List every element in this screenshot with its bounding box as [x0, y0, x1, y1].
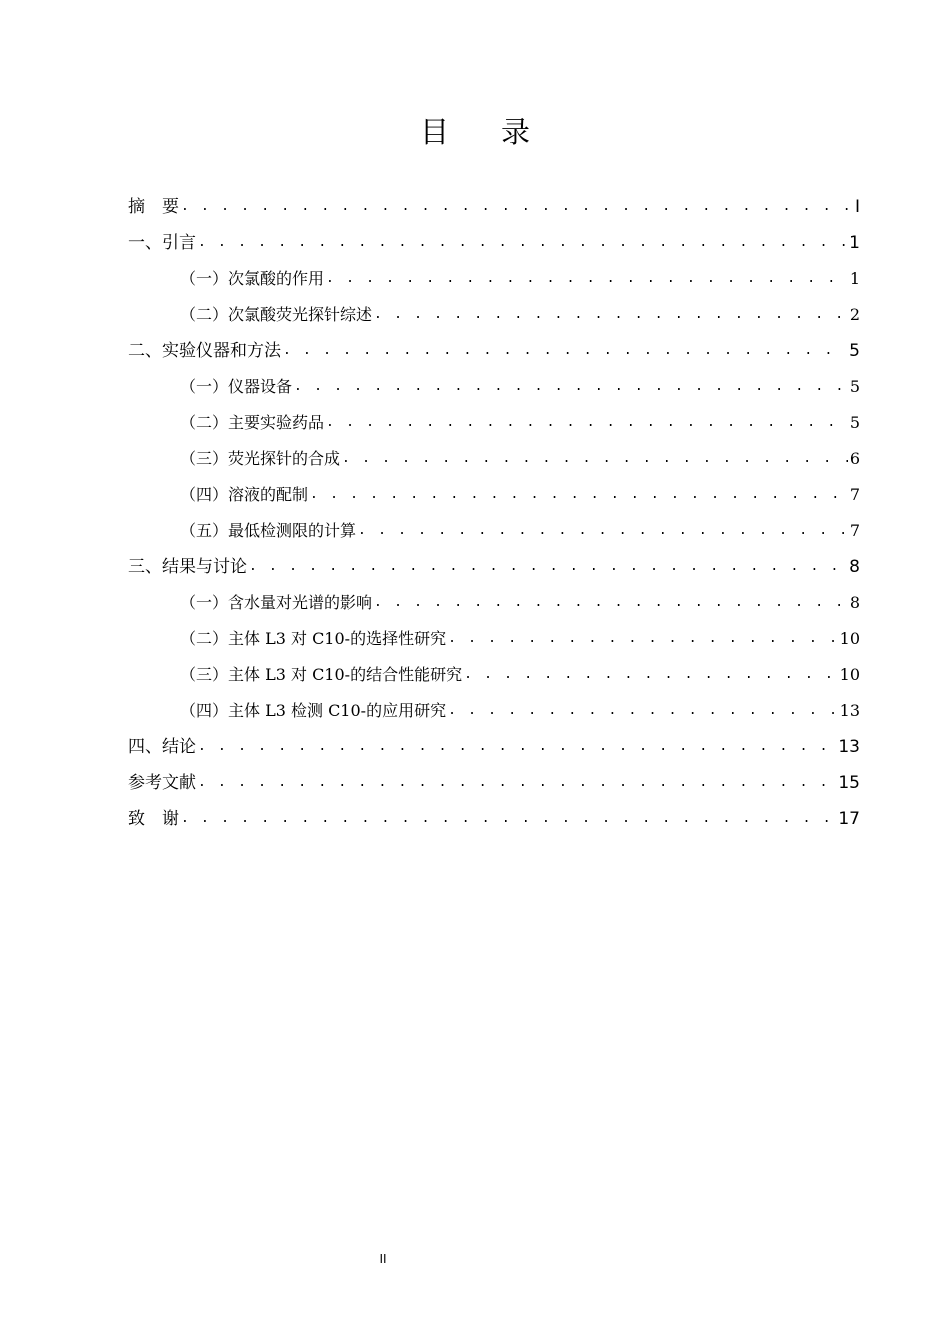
toc-entry-label: （一）次氯酸的作用	[180, 269, 325, 288]
toc-entry-label: 三、结果与讨论	[128, 557, 247, 577]
dot-leader	[374, 302, 848, 328]
dot-leader	[198, 230, 847, 256]
toc-entry-2-3[interactable]	[128, 436, 860, 472]
toc-entry-label: 摘 要	[128, 197, 179, 217]
toc-entry-page: 8	[849, 593, 860, 612]
dot-leader	[326, 266, 848, 292]
toc-entry-label: （一）含水量对光谱的影响	[180, 593, 373, 612]
dot-leader	[198, 770, 836, 796]
toc-entry-label: （二）主要实验药品	[180, 413, 325, 432]
toc-entry-page: 5	[849, 341, 860, 361]
toc-entry-label: （三）荧光探针的合成	[180, 449, 341, 468]
toc-entry-2-1[interactable]	[128, 364, 860, 400]
table-of-contents	[128, 184, 860, 832]
toc-entry-page: 6	[849, 449, 860, 468]
toc-entry-1-2[interactable]	[128, 292, 860, 328]
toc-entry-page: 5	[849, 377, 860, 396]
toc-entry-label: 致 谢	[128, 809, 179, 829]
toc-entry-page: 10	[839, 629, 860, 648]
toc-entry-label: （三）主体 L3 对 C10-的结合性能研究	[180, 665, 463, 684]
toc-entry-3-2[interactable]	[128, 616, 860, 652]
dot-leader	[181, 194, 853, 220]
toc-entry-label: （二）次氯酸荧光探针综述	[180, 305, 373, 324]
toc-entry-label: 四、结论	[128, 737, 196, 757]
dot-leader	[283, 338, 847, 364]
toc-entry-acknowledgements[interactable]	[128, 796, 860, 832]
toc-entry-page: 15	[838, 773, 860, 793]
toc-entry-label: （一）仪器设备	[180, 377, 293, 396]
dot-leader	[448, 698, 838, 724]
toc-entry-label: 参考文献	[128, 773, 196, 793]
toc-entry-2-2[interactable]	[128, 400, 860, 436]
dot-leader	[294, 374, 848, 400]
toc-entry-page: 7	[849, 521, 860, 540]
toc-entry-page: 7	[849, 485, 860, 504]
toc-entry-page: 5	[849, 413, 860, 432]
toc-entry-3-4[interactable]	[128, 688, 860, 724]
toc-entry-3-1[interactable]	[128, 580, 860, 616]
toc-entry-references[interactable]	[128, 760, 860, 796]
toc-entry-conclusion[interactable]	[128, 724, 860, 760]
toc-entry-page: 2	[849, 305, 860, 324]
toc-entry-label: （二）主体 L3 对 C10-的选择性研究	[180, 629, 447, 648]
toc-entry-page: I	[854, 197, 860, 217]
dot-leader	[448, 626, 838, 652]
toc-entry-page: 1	[849, 233, 860, 253]
toc-entry-page: 13	[838, 737, 860, 757]
toc-entry-label: 一、引言	[128, 233, 196, 253]
toc-entry-page: 1	[849, 269, 860, 288]
dot-leader	[198, 734, 836, 760]
dot-leader	[358, 518, 848, 544]
toc-entry-methods[interactable]	[128, 328, 860, 364]
toc-entry-label: （四）主体 L3 检测 C10-的应用研究	[180, 701, 447, 720]
toc-entry-1-1[interactable]	[128, 256, 860, 292]
toc-entry-3-3[interactable]	[128, 652, 860, 688]
dot-leader	[249, 554, 847, 580]
toc-entry-page: 13	[839, 701, 860, 720]
toc-entry-label: （四）溶液的配制	[180, 485, 309, 504]
page-number: II	[379, 1252, 387, 1266]
page-title: 目录	[419, 115, 582, 149]
dot-leader	[310, 482, 848, 508]
dot-leader	[374, 590, 848, 616]
toc-entry-page: 8	[849, 557, 860, 577]
dot-leader	[181, 806, 836, 832]
toc-entry-page: 17	[838, 809, 860, 829]
dot-leader	[326, 410, 848, 436]
toc-entry-page: 10	[839, 665, 860, 684]
toc-entry-abstract[interactable]	[128, 184, 860, 220]
toc-entry-label: 二、实验仪器和方法	[128, 341, 281, 361]
toc-entry-label: （五）最低检测限的计算	[180, 521, 357, 540]
dot-leader	[464, 662, 838, 688]
toc-entry-results[interactable]	[128, 544, 860, 580]
toc-entry-2-4[interactable]	[128, 472, 860, 508]
toc-entry-2-5[interactable]	[128, 508, 860, 544]
dot-leader	[342, 446, 848, 472]
toc-entry-introduction[interactable]	[128, 220, 860, 256]
